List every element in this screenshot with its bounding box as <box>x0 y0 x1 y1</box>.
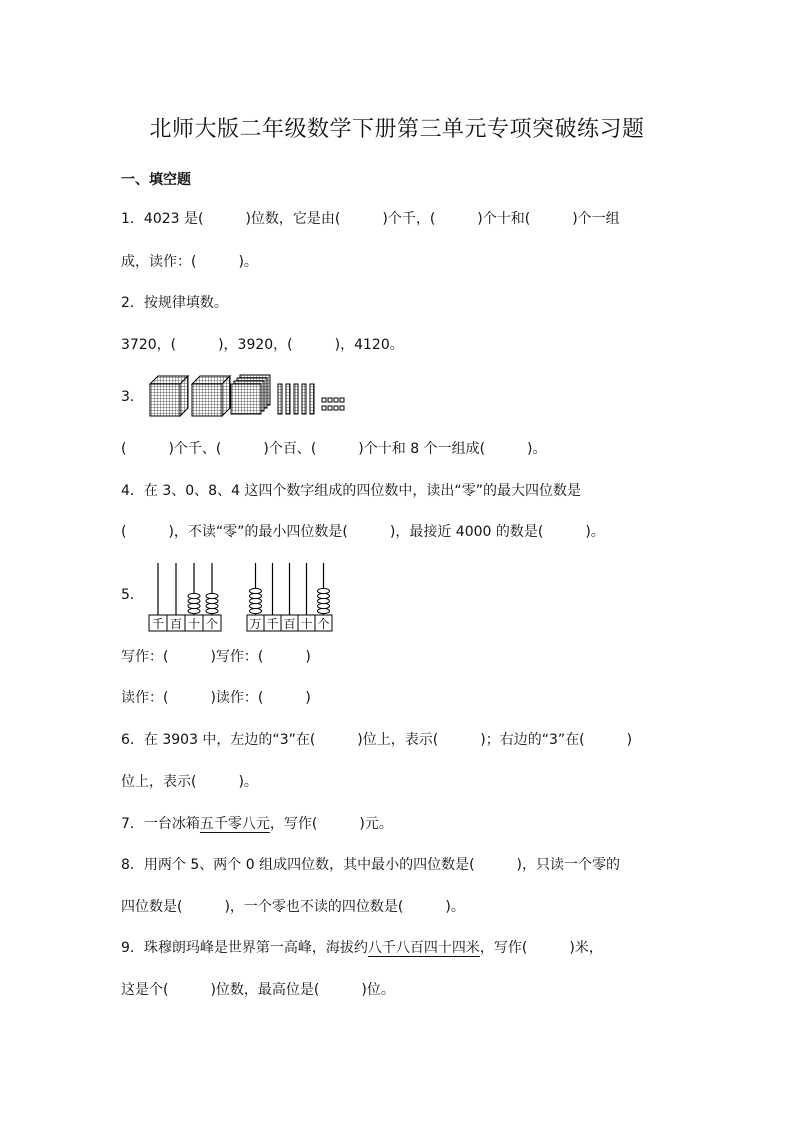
abacus-place-label: 十 <box>300 617 313 631</box>
abacus-bead <box>250 598 262 603</box>
abacus-2 <box>246 561 336 633</box>
abacus-bead <box>206 598 218 603</box>
ten-rods <box>278 384 314 414</box>
q9-underlined-height: 八千八百四十四米 <box>367 940 480 956</box>
abacus-place-label: 个 <box>317 617 330 631</box>
thousand-cube <box>150 376 188 416</box>
q9-line1 <box>121 938 603 958</box>
q4-line1: 4．在 3、0、8、4 这四个数字组成的四位数中，读出“零”的最大四位数是 <box>121 483 581 499</box>
base-ten-blocks-figure <box>148 374 348 418</box>
abacus-place-label: 百 <box>169 617 183 631</box>
q7-prefix: 7．一台冰箱 <box>121 816 200 832</box>
q3-line2: ( )个千、( )个百、( )个十和 8 个一组成( )。 <box>121 441 547 457</box>
q8-line2: 四位数是( )，一个零也不读的四位数是( )。 <box>121 899 465 915</box>
abacus-bead <box>188 598 200 603</box>
q5-number: 5． <box>121 587 144 603</box>
q9-suffix: ，写作( )米， <box>479 940 603 956</box>
abacus-bead <box>318 603 330 608</box>
abacus-bead <box>206 603 218 608</box>
abacus-bead <box>206 593 218 598</box>
abacus-bead <box>250 608 262 613</box>
abacus-bead <box>318 588 330 593</box>
abacus-bead <box>250 588 262 593</box>
abacus-place-label: 个 <box>205 617 219 631</box>
hundred-flats <box>231 375 270 414</box>
q5-read: 读作：( )读作：( ) <box>121 690 311 706</box>
abacus-bead <box>318 593 330 598</box>
section-heading: 一、填空题 <box>121 172 191 188</box>
q9-prefix: 9．珠穆朗玛峰是世界第一高峰，海拔约 <box>121 940 368 956</box>
q7-line <box>121 814 393 834</box>
abacus-place-label: 千 <box>151 617 165 631</box>
q3-number: 3． <box>121 389 144 405</box>
q2-line2: 3720，( )，3920，( )，4120。 <box>121 337 404 353</box>
abacus-bead <box>206 608 218 613</box>
abacus-bead <box>250 603 262 608</box>
thousand-cube <box>192 376 230 416</box>
abacus-bead <box>318 608 330 613</box>
abacus-place-label: 万 <box>249 617 262 631</box>
abacus-place-label: 百 <box>283 617 296 631</box>
q1-line2: 成，读作：( )。 <box>121 254 258 270</box>
abacus-place-label: 千 <box>266 617 279 631</box>
q7-suffix: ，写作( )元。 <box>269 816 393 832</box>
abacus-1 <box>148 561 226 633</box>
q1-line1: 1．4023 是( )位数，它是由( )个千，( )个十和( )个一组 <box>121 211 620 227</box>
q6-line2: 位上，表示( )。 <box>121 774 258 790</box>
abacus-bead <box>318 598 330 603</box>
abacus-bead <box>188 608 200 613</box>
q5-write: 写作：( )写作：( ) <box>121 649 311 665</box>
q2-line1: 2．按规律填数。 <box>121 295 228 311</box>
q4-line2: ( )，不读“零”的最小四位数是( )，最接近 4000 的数是( )。 <box>121 524 605 540</box>
abacus-bead <box>250 593 262 598</box>
abacus-bead <box>188 603 200 608</box>
page-title: 北师大版二年级数学下册第三单元专项突破练习题 <box>149 117 645 142</box>
q9-line2: 这是个( )位数，最高位是( )位。 <box>121 982 395 998</box>
abacus-bead <box>188 593 200 598</box>
unit-cubes <box>322 398 344 410</box>
abacus-place-label: 十 <box>187 617 201 631</box>
q6-line1: 6．在 3903 中，左边的“3”在( )位上，表示( )；右边的“3”在( ) <box>121 732 633 748</box>
q7-underlined-amount: 五千零八元 <box>199 816 270 832</box>
q8-line1: 8．用两个 5、两个 0 组成四位数，其中最小的四位数是( )，只读一个零的 <box>121 857 620 873</box>
